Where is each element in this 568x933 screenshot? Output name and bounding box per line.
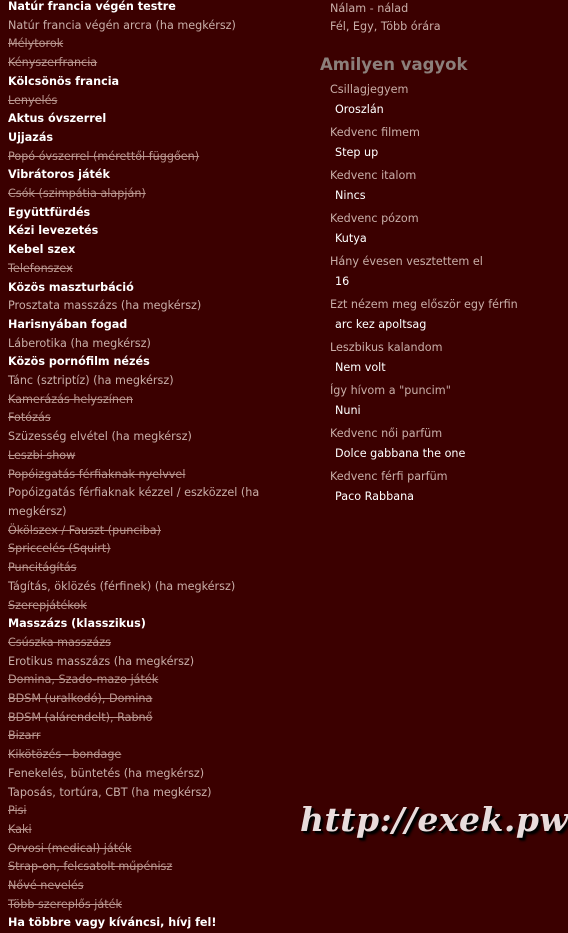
- service-item: BDSM (uralkodó), Domina: [8, 692, 153, 706]
- service-item: Kikötözés - bondage: [8, 748, 122, 762]
- service-item: Ha többre vagy kíváncsi, hívj fel!: [8, 916, 217, 930]
- location-line: Nálam - nálad: [330, 2, 409, 15]
- profile-field: [330, 297, 526, 333]
- profile-column: [320, 0, 526, 505]
- service-item: Domina, Szado-mazo játék: [8, 673, 159, 687]
- profile-field: [330, 426, 526, 462]
- service-item: Prosztata masszázs (ha megkérsz): [8, 299, 202, 313]
- profile-field: [330, 469, 526, 505]
- profile-field: [330, 125, 526, 161]
- service-item: Bizarr: [8, 729, 41, 743]
- service-item: Kézi levezetés: [8, 224, 99, 238]
- service-item: Ökölszex / Fauszt (punciba): [8, 523, 161, 537]
- service-item: Mélytorok: [8, 37, 64, 51]
- service-item: Vibrátoros játék: [8, 168, 110, 182]
- profile-field-value: 16: [335, 275, 350, 288]
- service-item: Leszbi show: [8, 448, 76, 462]
- service-item: Spriccelés (Squirt): [8, 542, 111, 556]
- service-item: Láberotika (ha megkérsz): [8, 336, 151, 350]
- profile-field-value: Oroszlán: [335, 103, 384, 116]
- profile-field: [330, 211, 526, 247]
- service-item: Aktus óvszerrel: [8, 112, 107, 126]
- profile-field-label: Kedvenc filmem: [330, 126, 420, 139]
- service-item: Csók (szimpátia alapján): [8, 187, 146, 201]
- service-item: Taposás, tortúra, CBT (ha megkérsz): [8, 785, 212, 799]
- service-item: Harisnyában fogad: [8, 317, 128, 331]
- profile-field-value: Nuni: [335, 404, 361, 417]
- service-item: Nővé nevelés: [8, 879, 84, 893]
- service-item: Natúr francia végén testre: [8, 0, 176, 13]
- watermark: http://exek.pw: [300, 800, 568, 839]
- profile-field: [330, 168, 526, 204]
- profile-field-label: Leszbikus kalandom: [330, 341, 443, 354]
- service-item: Natúr francia végén arcra (ha megkérsz): [8, 18, 236, 32]
- service-item: BDSM (alárendelt), Rabnő: [8, 710, 153, 724]
- profile-field: [330, 254, 526, 290]
- profile-field-label: Kedvenc női parfüm: [330, 427, 443, 440]
- service-item: Puncitágítás: [8, 561, 77, 575]
- service-item: Pisi: [8, 804, 27, 818]
- profile-field-label: Kedvenc férfi parfüm: [330, 470, 448, 483]
- service-item: Csúszka masszázs: [8, 635, 111, 649]
- profile-field-value: Paco Rabbana: [335, 490, 415, 503]
- profile-field-value: Dolce gabbana the one: [335, 447, 466, 460]
- profile-field-value: arc kez apoltsag: [335, 318, 427, 331]
- service-item: Popóizgatás férfiaknak nyelvvel: [8, 467, 186, 481]
- profile-field-value: Nincs: [335, 189, 366, 202]
- duration-line: Fél, Egy, Több órára: [330, 20, 441, 33]
- profile-field-value: Kutya: [335, 232, 367, 245]
- section-title: Amilyen vagyok: [320, 55, 468, 74]
- service-item: Ujjazás: [8, 130, 54, 144]
- profile-fields: [330, 82, 526, 505]
- service-item: Popóizgatás férfiaknak kézzel / eszközzel (ha megkérsz): [8, 486, 260, 518]
- profile-field-label: Kedvenc italom: [330, 169, 417, 182]
- service-item: Fotózás: [8, 411, 51, 425]
- profile-field-label: Csillagjegyem: [330, 83, 409, 96]
- service-item: Erotikus masszázs (ha megkérsz): [8, 654, 195, 668]
- profile-field-label: Kedvenc pózom: [330, 212, 419, 225]
- profile-field-label: Ezt nézem meg először egy férfin: [330, 298, 518, 311]
- service-item: Kamerázás helyszínen: [8, 392, 133, 406]
- service-item: Szerepjátékok: [8, 598, 87, 612]
- services-list: [8, 0, 308, 933]
- service-item: Strap-on, felcsatolt műpénisz: [8, 860, 173, 874]
- profile-field-label: Így hívom a "puncim": [330, 384, 451, 397]
- service-item: Lenyelés: [8, 93, 58, 107]
- service-item: Kölcsönös francia: [8, 74, 120, 88]
- service-item: Telefonszex: [8, 261, 73, 275]
- service-item: Tánc (sztriptíz) (ha megkérsz): [8, 374, 174, 388]
- service-item: Masszázs (klasszikus): [8, 617, 146, 631]
- service-item: Több szereplős játék: [8, 897, 122, 911]
- profile-field-value: Nem volt: [335, 361, 386, 374]
- service-item: Együttfürdés: [8, 205, 91, 219]
- profile-field: [330, 383, 526, 419]
- service-item: Közös pornófilm nézés: [8, 355, 150, 369]
- service-item: Közös maszturbáció: [8, 280, 134, 294]
- service-item: Orvosi (medical) játék: [8, 841, 132, 855]
- profile-field: [330, 82, 526, 118]
- service-item: Tágítás, öklözés (férfinek) (ha megkérsz): [8, 579, 236, 593]
- service-item: Kaki: [8, 822, 32, 836]
- service-item: Popó óvszerrel (mérettől függően): [8, 149, 200, 163]
- service-item: Kebel szex: [8, 243, 76, 257]
- profile-field-label: Hány évesen vesztettem el: [330, 255, 483, 268]
- service-item: Fenekelés, büntetés (ha megkérsz): [8, 766, 205, 780]
- profile-field-value: Step up: [335, 146, 379, 159]
- service-item: Kényszerfrancia: [8, 56, 98, 70]
- service-item: Szüzesség elvétel (ha megkérsz): [8, 430, 192, 444]
- profile-field: [330, 340, 526, 376]
